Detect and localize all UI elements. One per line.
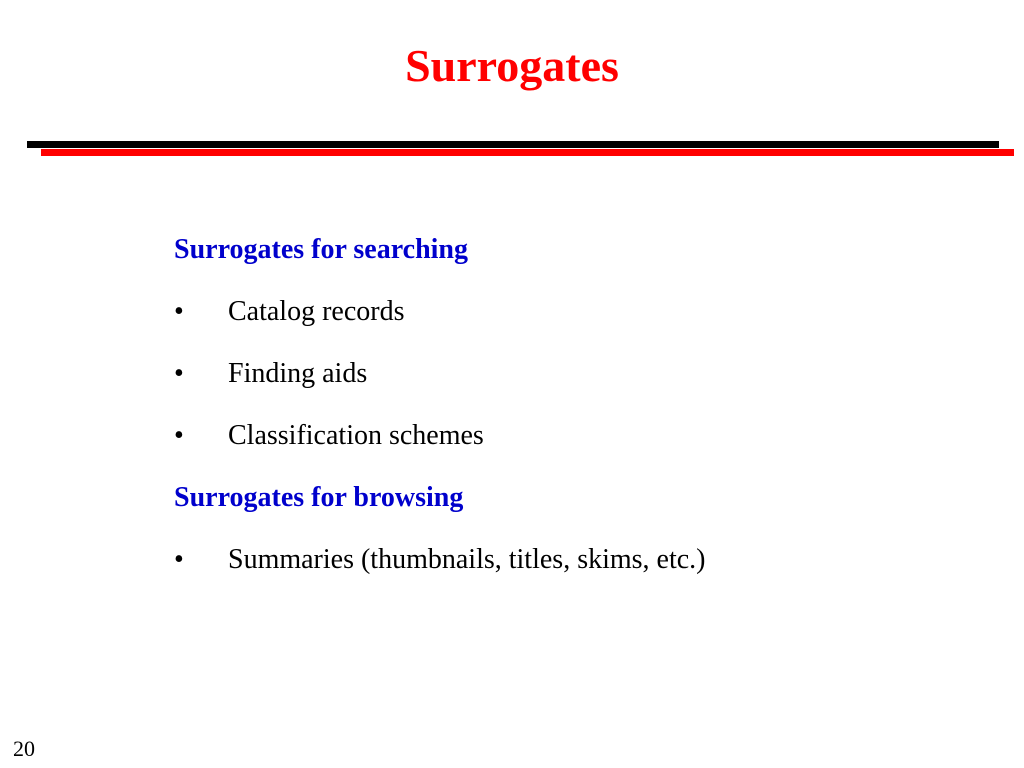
bullet-icon: • (174, 544, 184, 575)
bullet-icon: • (174, 296, 184, 327)
title-rule-red (41, 149, 1014, 156)
bullet-text: Classification schemes (228, 420, 484, 451)
bullet-item (174, 542, 974, 578)
title-rule-black (27, 141, 999, 148)
section-heading-browsing: Surrogates for browsing (174, 482, 464, 513)
bullet-text: Finding aids (228, 358, 368, 389)
bullet-text: Summaries (thumbnails, titles, skims, etc.) (228, 544, 706, 575)
slide-body (174, 232, 974, 604)
bullet-text: Catalog records (228, 296, 405, 327)
bullet-icon: • (174, 420, 184, 451)
bullet-item (174, 356, 974, 392)
section-heading-searching: Surrogates for searching (174, 234, 468, 265)
slide-title: Surrogates (405, 40, 619, 91)
bullet-item (174, 294, 974, 330)
bullet-item (174, 418, 974, 454)
slide-number: 20 (13, 736, 35, 761)
bullet-icon: • (174, 358, 184, 389)
